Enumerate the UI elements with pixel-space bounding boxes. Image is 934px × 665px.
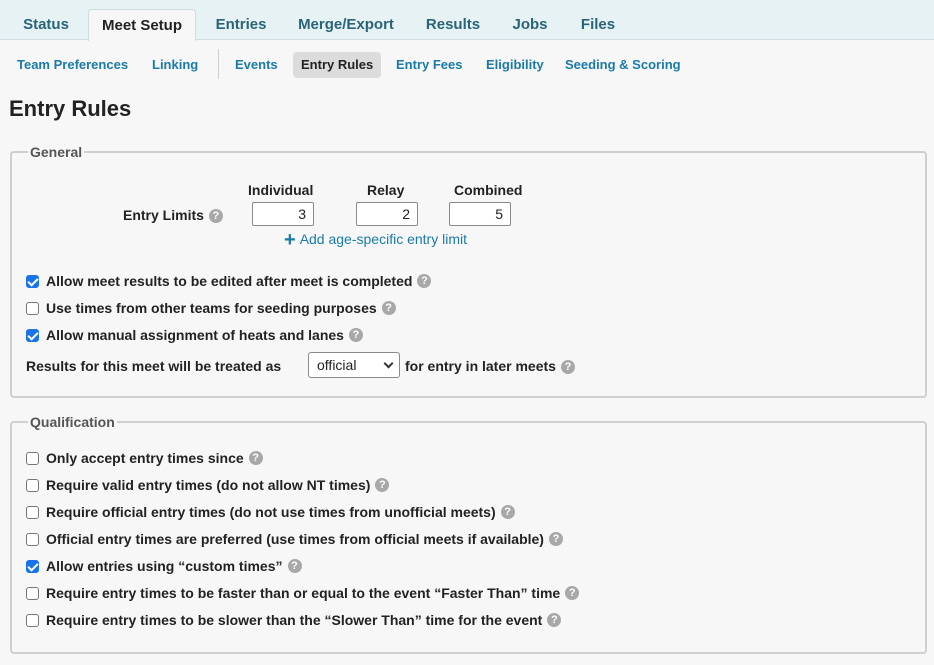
tab-results[interactable]: Results xyxy=(425,16,481,33)
question-circle-icon[interactable]: ? xyxy=(209,209,223,223)
qual-check-row-6[interactable] xyxy=(26,610,561,630)
checkbox-custom-times[interactable] xyxy=(26,560,39,573)
entry-limits-text: Entry Limits xyxy=(123,207,204,223)
header-relay: Relay xyxy=(367,182,405,198)
qual-check-label-1: Require valid entry times (do not allow NT times) xyxy=(46,477,371,493)
subnav-eligibility[interactable]: Eligibility xyxy=(486,57,544,72)
qualification-legend: Qualification xyxy=(30,414,115,430)
qual-check-label-6: Require entry times to be slower than the “Slower Than” time for the event xyxy=(46,612,543,628)
question-circle-icon[interactable]: ? xyxy=(375,478,389,492)
question-circle-icon[interactable]: ? xyxy=(501,505,515,519)
top-tab-bar xyxy=(0,0,934,40)
tab-files[interactable]: Files xyxy=(580,16,616,33)
relay-limit-input[interactable] xyxy=(356,202,418,226)
header-combined: Combined xyxy=(454,182,523,198)
checkbox-accept-since[interactable] xyxy=(26,452,39,465)
qual-check-label-5: Require entry times to be faster than or equal to the event “Faster Than” time xyxy=(46,585,561,601)
question-circle-icon[interactable]: ? xyxy=(249,451,263,465)
qual-check-row-3[interactable] xyxy=(26,529,563,549)
gen-check-label-2: Allow manual assignment of heats and lanes xyxy=(46,327,344,343)
results-treated-suffix: for entry in later meets xyxy=(405,358,556,374)
checkbox-edit-after-complete[interactable] xyxy=(26,275,39,288)
question-circle-icon[interactable]: ? xyxy=(417,274,431,288)
tab-merge-export[interactable]: Merge/Export xyxy=(298,16,394,33)
qual-check-row-1[interactable] xyxy=(26,475,389,495)
qual-check-label-3: Official entry times are preferred (use times from official meets if available) xyxy=(46,531,544,547)
tab-meet-setup[interactable]: Meet Setup xyxy=(88,9,196,41)
entry-limits-label xyxy=(123,207,223,223)
qual-check-row-4[interactable] xyxy=(26,556,302,576)
plus-icon: + xyxy=(284,229,296,251)
subnav-seeding-scoring[interactable]: Seeding & Scoring xyxy=(565,57,681,72)
checkbox-official-preferred[interactable] xyxy=(26,533,39,546)
question-circle-icon[interactable]: ? xyxy=(382,301,396,315)
tab-jobs[interactable]: Jobs xyxy=(512,16,548,33)
checkbox-slower-than[interactable] xyxy=(26,614,39,627)
combined-limit-input[interactable] xyxy=(449,202,511,226)
checkbox-require-official[interactable] xyxy=(26,506,39,519)
gen-check-label-0: Allow meet results to be edited after meet is completed xyxy=(46,273,413,289)
results-treated-select[interactable] xyxy=(308,352,400,378)
qual-check-row-0[interactable] xyxy=(26,448,263,468)
subnav-divider xyxy=(218,49,219,79)
results-treated-suffix-wrap xyxy=(405,358,575,374)
qual-check-row-2[interactable] xyxy=(26,502,515,522)
subnav-team-preferences[interactable]: Team Preferences xyxy=(17,57,129,72)
individual-limit-input[interactable] xyxy=(252,202,314,226)
gen-check-row-1[interactable] xyxy=(26,298,396,318)
header-individual: Individual xyxy=(248,182,314,198)
subnav-events[interactable]: Events xyxy=(235,57,278,72)
gen-check-label-1: Use times from other teams for seeding purposes xyxy=(46,300,377,316)
checkbox-require-valid[interactable] xyxy=(26,479,39,492)
page-title: Entry Rules xyxy=(9,96,132,121)
checkbox-faster-than[interactable] xyxy=(26,587,39,600)
question-circle-icon[interactable]: ? xyxy=(547,613,561,627)
subnav-linking[interactable]: Linking xyxy=(152,57,199,72)
add-age-limit-link[interactable] xyxy=(284,229,467,252)
qual-check-label-2: Require official entry times (do not use times from unofficial meets) xyxy=(46,504,496,520)
tab-entries[interactable]: Entries xyxy=(215,16,267,33)
qual-check-label-0: Only accept entry times since xyxy=(46,450,244,466)
question-circle-icon[interactable]: ? xyxy=(565,586,579,600)
question-circle-icon[interactable]: ? xyxy=(349,328,363,342)
question-circle-icon[interactable]: ? xyxy=(288,559,302,573)
subnav-entry-fees[interactable]: Entry Fees xyxy=(396,57,463,72)
add-age-limit-text: Add age-specific entry limit xyxy=(299,231,467,247)
chevron-down-icon xyxy=(384,359,394,369)
gen-check-row-2[interactable] xyxy=(26,325,363,345)
subnav-entry-rules[interactable]: Entry Rules xyxy=(293,52,381,78)
question-circle-icon[interactable]: ? xyxy=(549,532,563,546)
checkbox-other-teams-times[interactable] xyxy=(26,302,39,315)
tab-status[interactable]: Status xyxy=(23,16,69,33)
question-circle-icon[interactable]: ? xyxy=(561,360,575,374)
gen-check-row-0[interactable] xyxy=(26,271,431,291)
qual-check-label-4: Allow entries using “custom times” xyxy=(46,558,283,574)
results-treated-value: official xyxy=(317,357,357,373)
checkbox-manual-heats-lanes[interactable] xyxy=(26,329,39,342)
qual-check-row-5[interactable] xyxy=(26,583,579,603)
general-legend: General xyxy=(30,144,83,160)
results-treated-prefix: Results for this meet will be treated as xyxy=(26,358,282,374)
